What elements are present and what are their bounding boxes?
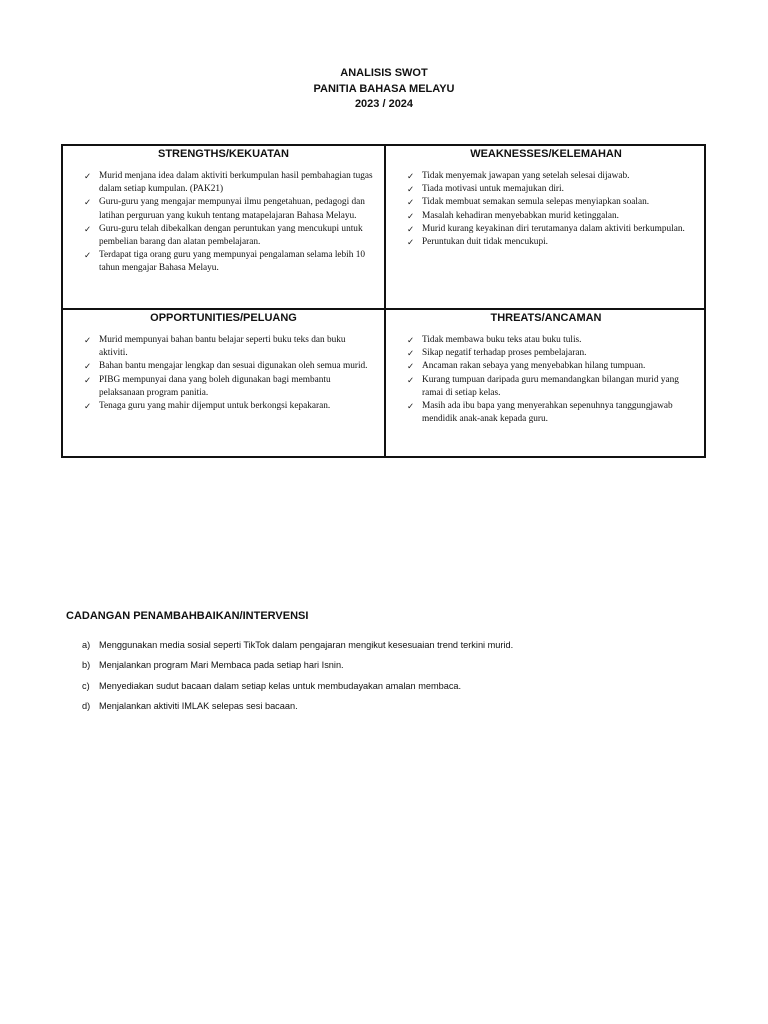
check-icon: ✓ (407, 171, 415, 181)
list-item (407, 360, 698, 373)
list-item-text: Guru-guru yang mengajar mempunyai ilmu pengetahuan, pedagogi dan latihan perguruan yang kukuh tentang matapelajaran Bahasa Melayu. (99, 197, 365, 221)
intervention-list (82, 640, 513, 721)
check-icon: ✓ (84, 223, 92, 234)
intervention-marker: b) (82, 660, 91, 671)
list-item (84, 360, 376, 373)
list-item (407, 223, 698, 236)
opportunities-list (63, 334, 384, 413)
list-item (84, 374, 376, 400)
threats-list (386, 334, 706, 426)
check-icon: ✓ (407, 184, 415, 195)
document-title: ANALISIS SWOT (340, 67, 428, 79)
weaknesses-cell (386, 146, 706, 308)
list-item-text: Peruntukan duit tidak mencukupi. (422, 237, 549, 248)
opportunities-heading: OPPORTUNITIES/PELUANG (150, 312, 297, 324)
check-icon: ✓ (407, 223, 415, 234)
list-item-text: Ancaman rakan sebaya yang menyebabkan hilang tumpuan. (422, 361, 646, 372)
list-item-text: Guru-guru telah dibekalkan dengan peruntukan yang mencukupi untuk pembelian barang dan alatan pembelajaran. (99, 223, 363, 248)
list-item-text: Tiada motivasi untuk memajukan diri. (422, 184, 564, 195)
list-item-text: Masalah kehadiran menyebabkan murid ketinggalan. (422, 210, 619, 221)
intervention-marker: c) (82, 680, 90, 691)
list-item-text: Murid mempunyai bahan bantu belajar seperti buku teks dan buku aktiviti. (99, 335, 346, 359)
list-item (407, 210, 698, 223)
check-icon: ✓ (407, 237, 415, 248)
list-item-text: Sikap negatif terhadap proses pembelajaran. (422, 348, 587, 359)
check-icon: ✓ (407, 210, 415, 221)
check-icon: ✓ (84, 250, 92, 261)
intervention-item (82, 681, 513, 701)
intervention-item (82, 640, 513, 660)
check-icon: ✓ (407, 374, 415, 385)
check-icon: ✓ (84, 374, 92, 385)
list-item-text: Tidak membuat semakan semula selepas menyiapkan soalan. (422, 197, 650, 208)
check-icon: ✓ (407, 348, 415, 359)
list-item-text: Bahan bantu mengajar lengkap dan sesuai digunakan oleh semua murid. (99, 361, 368, 372)
swot-table (61, 144, 706, 458)
list-item-text: Tenaga guru yang mahir dijemput untuk berkongsi kepakaran. (99, 401, 331, 412)
check-icon: ✓ (407, 401, 415, 412)
list-item-text: Murid kurang keyakinan diri terutamanya dalam aktiviti berkumpulan. (422, 223, 685, 234)
intervention-text: Menjalankan aktiviti IMLAK selepas sesi bacaan. (99, 700, 298, 711)
intervention-text: Menjalankan program Mari Membaca pada setiap hari Isnin. (99, 660, 344, 671)
threats-heading: THREATS/ANCAMAN (490, 312, 602, 324)
list-item-text: Masih ada ibu bapa yang menyerahkan sepenuhnya tanggungjawab mendidik anak-anak kepada guru. (422, 401, 673, 425)
intervention-text: Menggunakan media sosial seperti TikTok dalam pengajaran mengikut kesesuaian trend terkini murid. (99, 640, 514, 650)
check-icon: ✓ (84, 335, 92, 345)
check-icon: ✓ (84, 171, 92, 181)
check-icon: ✓ (84, 401, 92, 412)
weaknesses-list (386, 170, 706, 249)
document-subtitle: PANITIA BAHASA MELAYU (313, 82, 455, 95)
list-item-text: Kurang tumpuan daripada guru memandangkan bilangan murid yang ramai di setiap kelas. (422, 374, 679, 398)
strengths-list (63, 170, 384, 276)
intervention-heading: CADANGAN PENAMBAHBAIKAN/INTERVENSI (66, 610, 309, 622)
list-item (407, 374, 698, 400)
intervention-marker: d) (82, 700, 91, 711)
list-item (407, 196, 698, 209)
list-item (84, 334, 376, 360)
intervention-item (82, 701, 513, 721)
check-icon: ✓ (407, 335, 415, 345)
intervention-item (82, 660, 513, 680)
document-header (0, 66, 768, 113)
intervention-text: Menyediakan sudut bacaan dalam setiap kelas untuk membudayakan amalan membaca. (99, 680, 462, 691)
list-item (407, 170, 698, 183)
list-item (84, 400, 376, 413)
weaknesses-heading: WEAKNESSES/KELEMAHAN (470, 148, 622, 160)
list-item-text: Terdapat tiga orang guru yang mempunyai pengalaman selama lebih 10 tahun mengajar Bahasa Melayu. (99, 250, 366, 274)
list-item-text: PIBG mempunyai dana yang boleh digunakan bagi membantu pelaksanaan program panitia. (99, 374, 331, 398)
strengths-cell (63, 146, 384, 308)
strengths-heading: STRENGTHS/KEKUATAN (158, 148, 289, 160)
document-year: 2023 / 2024 (354, 98, 414, 110)
opportunities-cell (63, 310, 384, 456)
intervention-marker: a) (82, 640, 91, 650)
check-icon: ✓ (407, 361, 415, 372)
check-icon: ✓ (84, 361, 92, 372)
list-item-text: Tidak menyemak jawapan yang setelah selesai dijawab. (422, 171, 630, 181)
list-item (407, 236, 698, 249)
list-item (407, 334, 698, 347)
list-item (84, 196, 376, 222)
list-item (407, 347, 698, 360)
threats-cell (386, 310, 706, 456)
list-item (84, 249, 376, 275)
list-item-text: Murid menjana idea dalam aktiviti berkumpulan hasil pembahagian tugas dalam setiap kumpulan. (PAK21) (99, 171, 373, 195)
list-item (84, 223, 376, 249)
check-icon: ✓ (84, 197, 92, 208)
list-item (407, 183, 698, 196)
list-item-text: Tidak membawa buku teks atau buku tulis. (422, 335, 582, 345)
list-item (84, 170, 376, 196)
check-icon: ✓ (407, 197, 415, 208)
list-item (407, 400, 698, 426)
